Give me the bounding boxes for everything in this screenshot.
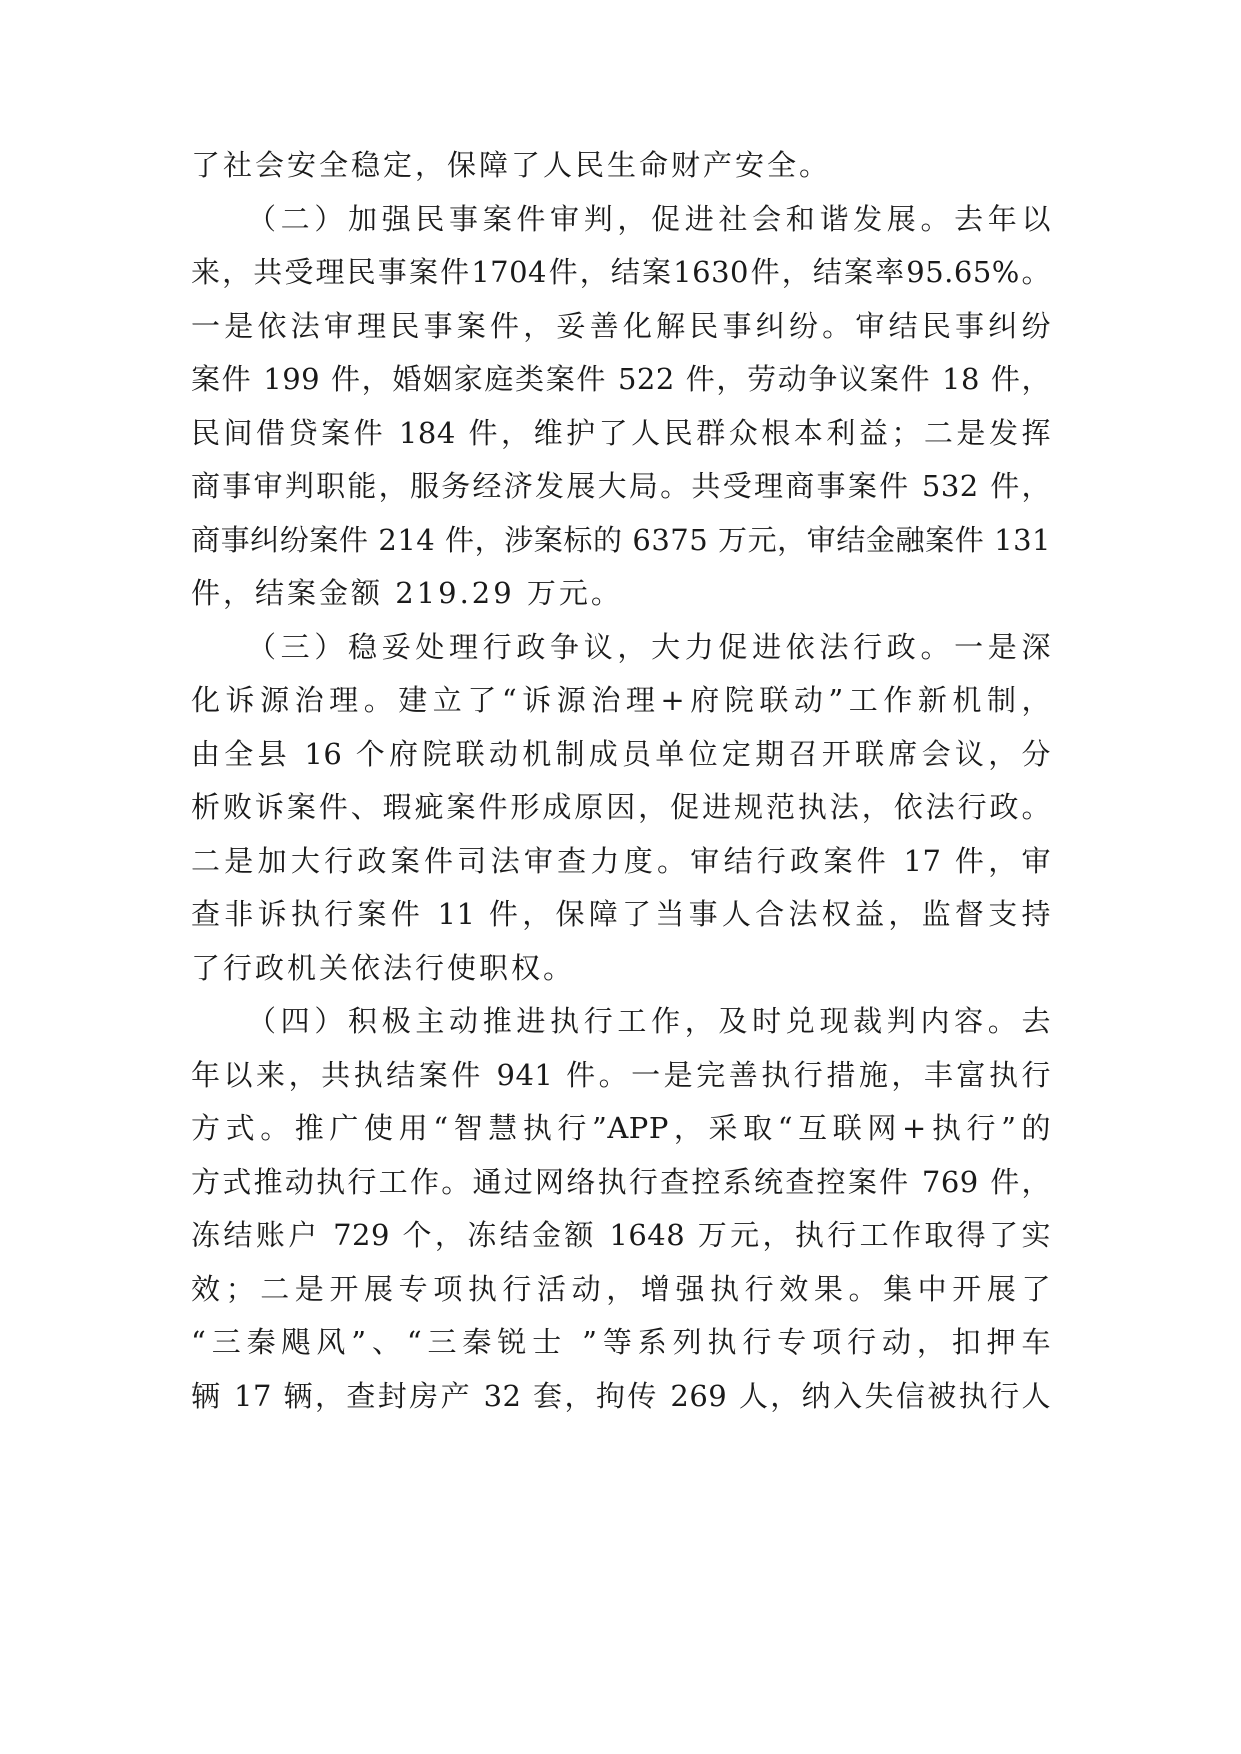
paragraph-heading-4: （四）积极主动推进执行工作，及时兑现裁判内容。去	[247, 1004, 1051, 1038]
text-line: 商事审判职能，服务经济发展大局。共受理商事案件 532 件，	[191, 469, 1051, 503]
text-line: 案件 199 件，婚姻家庭类案件 522 件，劳动争议案件 18 件，	[191, 362, 1051, 396]
paragraph-heading-2: （二）加强民事案件审判，促进社会和谐发展。去年以	[247, 202, 1051, 236]
text-line: 化诉源治理。建立了“诉源治理+府院联动”工作新机制，	[191, 683, 1051, 717]
text-line: 来，共受理民事案件1704件，结案1630件，结案率95.65%。	[191, 255, 1051, 289]
paragraph-heading-3: （三）稳妥处理行政争议，大力促进依法行政。一是深	[247, 630, 1051, 664]
text-line: 民间借贷案件 184 件，维护了人民群众根本利益；二是发挥	[191, 416, 1051, 450]
text-line: 商事纠纷案件 214 件，涉案标的 6375 万元，审结金融案件 131	[191, 523, 1051, 557]
text-line: 件，结案金额 219.29 万元。	[191, 576, 623, 610]
text-line: 冻结账户 729 个，冻结金额 1648 万元，执行工作取得了实	[191, 1218, 1051, 1252]
text-line: “三秦飓风”、“三秦锐士 ”等系列执行专项行动，扣押车	[191, 1325, 1051, 1359]
text-line: 了社会安全稳定，保障了人民生命财产安全。	[191, 148, 832, 182]
text-line: 方式推动执行工作。通过网络执行查控系统查控案件 769 件，	[191, 1165, 1051, 1199]
text-line: 析败诉案件、瑕疵案件形成原因，促进规范执法，依法行政。	[191, 790, 1051, 824]
text-line: 由全县 16 个府院联动机制成员单位定期召开联席会议，分	[191, 737, 1051, 771]
text-line: 年以来，共执结案件 941 件。一是完善执行措施，丰富执行	[191, 1058, 1051, 1092]
text-line: 效；二是开展专项执行活动，增强执行效果。集中开展了	[191, 1272, 1051, 1306]
text-line: 查非诉执行案件 11 件，保障了当事人合法权益，监督支持	[191, 897, 1051, 931]
text-line: 了行政机关依法行使职权。	[191, 951, 576, 985]
text-line: 辆 17 辆，查封房产 32 套，拘传 269 人，纳入失信被执行人	[191, 1379, 1051, 1413]
text-line: 二是加大行政案件司法审查力度。审结行政案件 17 件，审	[191, 844, 1051, 878]
text-line: 方式。推广使用“智慧执行”APP，采取“互联网+执行”的	[191, 1111, 1051, 1145]
text-line: 一是依法审理民事案件，妥善化解民事纠纷。审结民事纠纷	[191, 309, 1051, 343]
